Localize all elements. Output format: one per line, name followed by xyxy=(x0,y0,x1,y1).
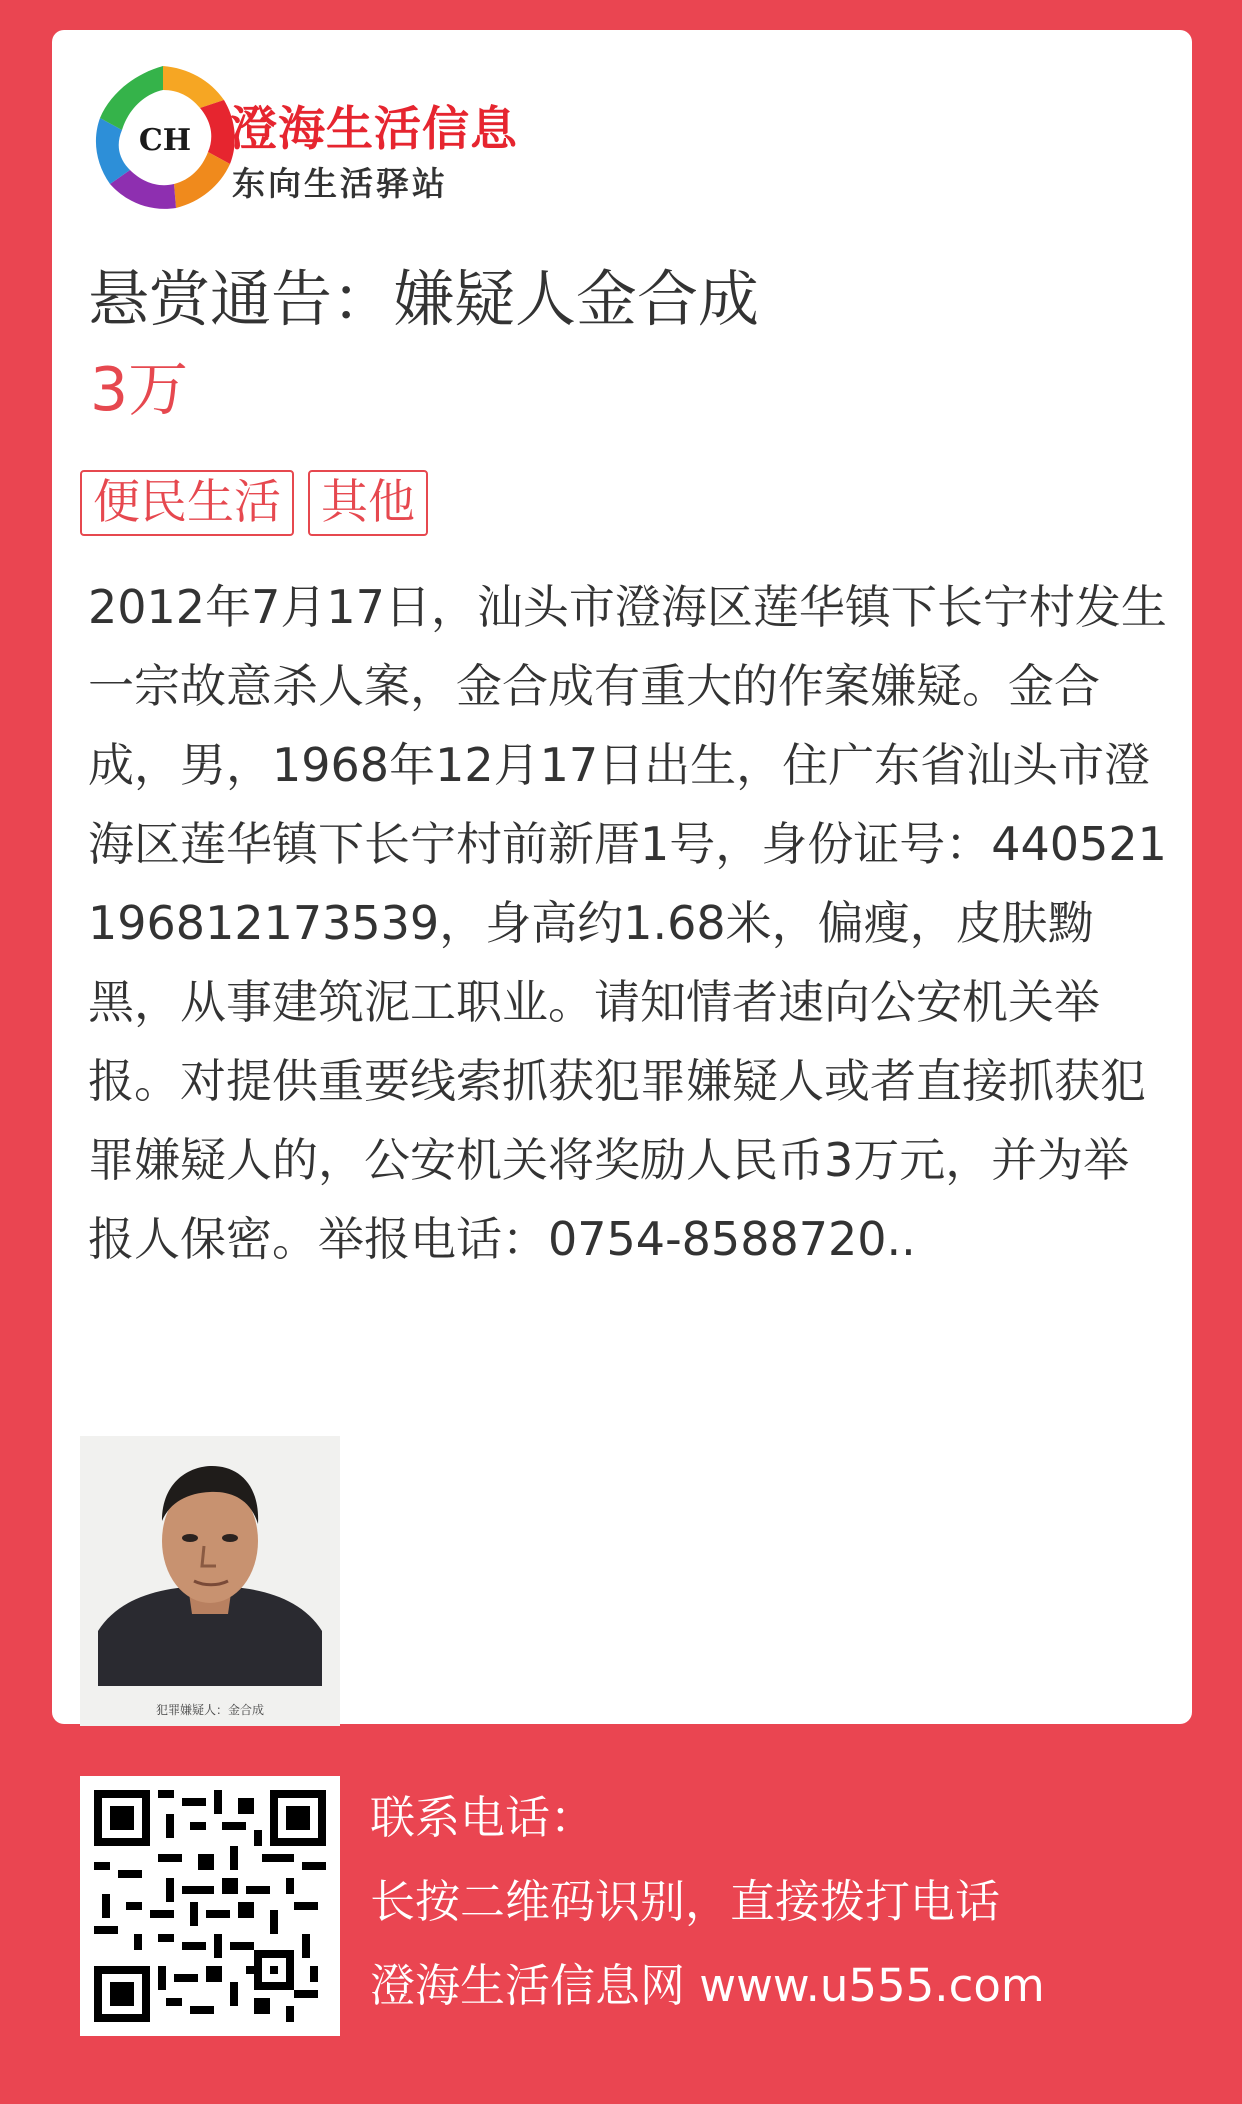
reward-amount: 3万 xyxy=(90,355,189,425)
qr-code-icon xyxy=(94,1790,326,2022)
post-body: 2012年7月17日，汕头市澄海区莲华镇下长宁村发生一宗故意杀人案，金合成有重大的作案嫌疑。金合成，男，1968年12月17日出生，住广东省汕头市澄海区莲华镇下长宁村前新厝1号，身份证号：440521196812173539，身高约1.68米，偏瘦，皮肤黝黑，从事建筑泥工职业。请知情者速向公安机关举报。对提供重要线索抓获犯罪嫌疑人或者直接抓获犯罪嫌疑人的，公安机关将奖励人民币3万元，并为举报人保密。举报电话：0754-8588720.. xyxy=(88,580,1167,1266)
contact-info xyxy=(370,1776,1180,2028)
contact-label: 联系电话： xyxy=(370,1791,596,1844)
suspect-photo[interactable] xyxy=(80,1436,340,1726)
tag-list xyxy=(80,470,428,536)
contact-footer xyxy=(80,1776,1180,2036)
photo-caption: 犯罪嫌疑人：金合成 xyxy=(155,1703,264,1717)
site-link[interactable]: 澄海生活信息网 www.u555.com xyxy=(370,1959,1045,2012)
logo-slogan: 东向生活驿站 xyxy=(232,164,448,203)
qr-code[interactable] xyxy=(80,1776,340,2036)
ch-logo-icon xyxy=(88,58,238,218)
tag-subcategory[interactable]: 其他 xyxy=(308,470,428,536)
qr-instruction: 长按二维码识别，直接拨打电话 xyxy=(370,1875,1001,1928)
suspect-portrait-image xyxy=(80,1436,340,1686)
logo-name: 澄海生活信息 xyxy=(230,102,518,157)
tag-category[interactable]: 便民生活 xyxy=(80,470,294,536)
site-logo[interactable] xyxy=(88,58,588,218)
post-title: 悬赏通告：嫌疑人金合成 xyxy=(88,264,760,335)
post-card xyxy=(52,30,1192,1724)
logo-badge-text: CH xyxy=(138,123,192,158)
